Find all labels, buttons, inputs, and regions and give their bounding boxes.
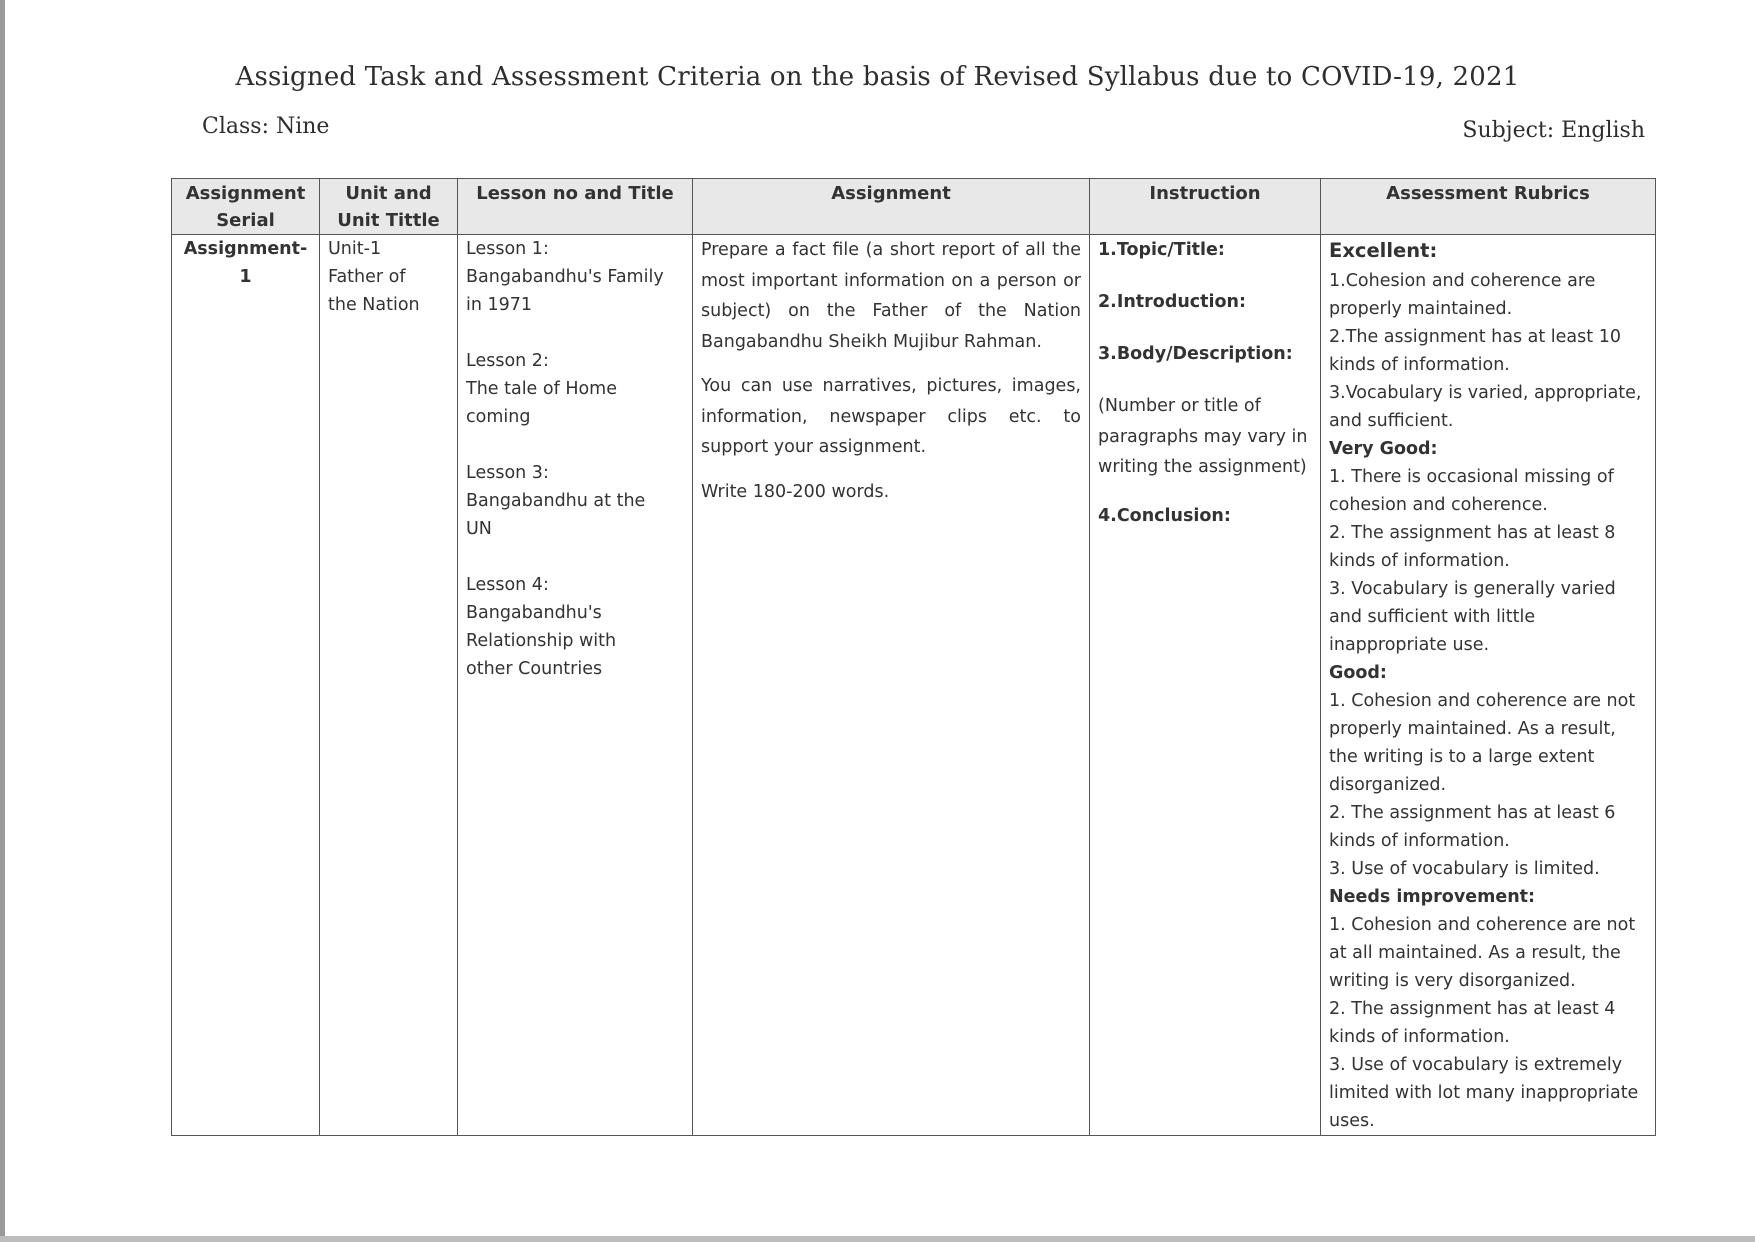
unit-line: the Nation <box>328 295 420 315</box>
header-instruction: Instruction <box>1090 179 1321 235</box>
lesson-line: UN <box>466 519 492 539</box>
cell-assessment-rubrics <box>1321 235 1656 1136</box>
document-title: Assigned Task and Assessment Criteria on the basis of Revised Syllabus due to COVID-19, 2021 <box>235 62 1520 92</box>
lesson-line: The tale of Home <box>466 379 617 399</box>
lesson-4 <box>466 571 684 683</box>
cell-assignment-serial: Assignment-1 <box>172 235 320 1136</box>
header-assignment: Assignment <box>693 179 1090 235</box>
assignment-word-limit: Write 180-200 words. <box>701 481 890 502</box>
instruction-conclusion: 4.Conclusion: <box>1098 505 1231 526</box>
assignment-paragraph: You can use narratives, pictures, images, information, newspaper clips etc. to support your assignment. <box>701 376 1081 457</box>
instruction-body: 3.Body/Description: <box>1098 344 1293 364</box>
rubric-level: Very Good: <box>1329 439 1438 459</box>
rubric-item: 1. Cohesion and coherence are not at all maintained. As a result, the writing is very disorganized. <box>1329 915 1636 991</box>
unit-line: Unit-1 <box>328 239 382 259</box>
rubric-item: 2. The assignment has at least 8 kinds of information. <box>1329 523 1616 571</box>
rubric-item: 3. Use of vocabulary is extremely limited with lot many inappropriate uses. <box>1329 1055 1639 1131</box>
rubric-level: Excellent: <box>1329 239 1438 262</box>
lesson-line: Lesson 4: <box>466 575 549 595</box>
header-assessment-rubrics: Assessment Rubrics <box>1321 179 1656 235</box>
lesson-line: Bangabandhu at the <box>466 491 646 511</box>
header-unit-title: Unit and Unit Tittle <box>320 179 458 235</box>
rubric-item: 3. Use of vocabulary is limited. <box>1329 859 1600 879</box>
rubric-item: 3. Vocabulary is generally varied and sufficient with little inappropriate use. <box>1329 579 1616 655</box>
subject-label: Subject: English <box>1462 118 1645 143</box>
instruction-note: (Number or title of paragraphs may vary in writing the assignment) <box>1098 396 1308 477</box>
lesson-line: other Countries <box>466 659 603 679</box>
rubric-level: Needs improvement: <box>1329 887 1536 907</box>
rubric-item: 2.The assignment has at least 10 kinds of information. <box>1329 327 1621 375</box>
rubric-item: 2. The assignment has at least 6 kinds of information. <box>1329 803 1616 851</box>
instruction-introduction: 2.Introduction: <box>1098 292 1247 312</box>
lesson-1 <box>466 235 684 319</box>
table-row <box>172 235 1656 1136</box>
rubric-item: 1.Cohesion and coherence are properly maintained. <box>1329 271 1596 319</box>
table-header-row <box>172 179 1656 235</box>
scan-left-edge <box>0 0 5 1242</box>
scan-bottom-edge <box>0 1236 1755 1242</box>
cell-lesson-titles <box>458 235 693 1136</box>
rubric-item: 1. Cohesion and coherence are not properly maintained. As a result, the writing is to a large extent disorganized. <box>1329 691 1636 795</box>
lesson-line: Relationship with <box>466 631 617 651</box>
rubric-item: 2. The assignment has at least 4 kinds of information. <box>1329 999 1616 1047</box>
lesson-line: Bangabandhu's <box>466 603 602 623</box>
lesson-line: Lesson 2: <box>466 351 549 371</box>
header-assignment-serial: Assignment Serial <box>172 179 320 235</box>
lesson-line: Lesson 1: <box>466 239 549 259</box>
assignment-paragraph: Prepare a fact file (a short report of all the most important information on a person or subject) on the Father of the Nation Bangabandhu Sheikh Mujibur Rahman. <box>701 240 1081 352</box>
assessment-table <box>171 178 1656 1136</box>
lesson-3 <box>466 459 684 543</box>
lesson-line: in 1971 <box>466 295 533 315</box>
lesson-line: coming <box>466 407 531 427</box>
cell-unit-title <box>320 235 458 1136</box>
header-lesson-title: Lesson no and Title <box>458 179 693 235</box>
rubric-needs-improvement <box>1329 883 1647 1135</box>
rubric-good <box>1329 659 1647 883</box>
lesson-line: Bangabandhu's Family <box>466 267 664 287</box>
lesson-2 <box>466 347 684 431</box>
rubric-excellent <box>1329 235 1647 435</box>
rubric-item: 3.Vocabulary is varied, appropriate, and sufficient. <box>1329 383 1642 431</box>
class-label: Class: Nine <box>202 114 330 139</box>
rubric-level: Good: <box>1329 663 1387 683</box>
cell-instruction <box>1090 235 1321 1136</box>
instruction-topic: 1.Topic/Title: <box>1098 240 1225 260</box>
lesson-line: Lesson 3: <box>466 463 549 483</box>
unit-line: Father of <box>328 267 406 287</box>
rubric-item: 1. There is occasional missing of cohesion and coherence. <box>1329 467 1614 515</box>
cell-assignment <box>693 235 1090 1136</box>
rubric-very-good <box>1329 435 1647 659</box>
